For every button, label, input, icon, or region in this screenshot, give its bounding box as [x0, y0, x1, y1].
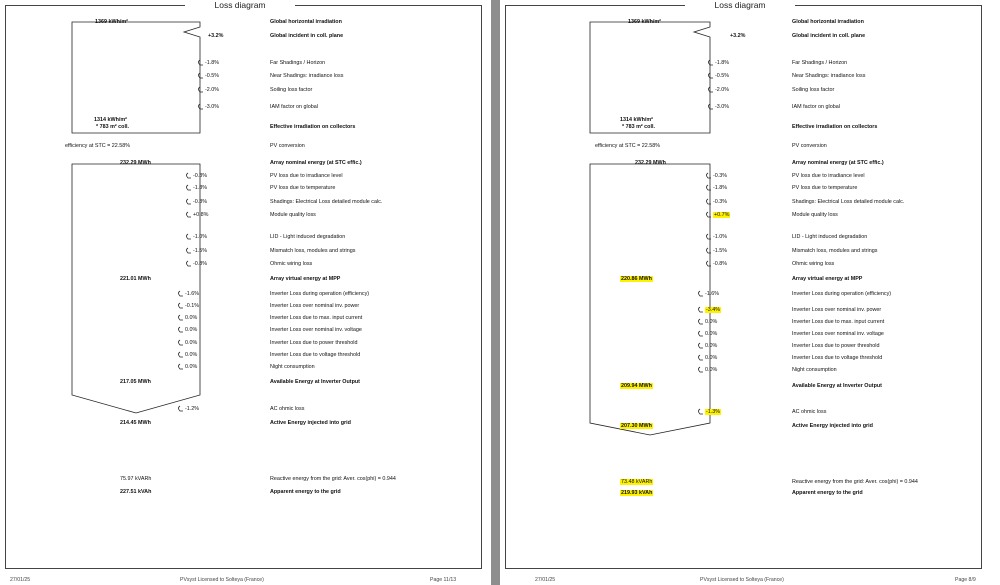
inverter-loss-value: -1.6%: [185, 291, 200, 297]
opt-loss-value: -0.5%: [205, 73, 220, 79]
label-irr-level: PV loss due to irradiance level: [792, 173, 865, 179]
label-ohmic: Ohmic wiring loss: [270, 261, 313, 267]
label-effective: Effective irradiation on collectors: [270, 124, 356, 130]
label-apparent: Apparent energy to the grid: [270, 489, 341, 495]
effective-irradiation-value: 1314 kWh/m²: [94, 117, 127, 123]
report-page-left: [0, 0, 491, 585]
array-loss-value: -1.0%: [193, 234, 208, 240]
label-inv-nom-power: Inverter Loss over nominal inv. power: [270, 303, 360, 309]
global-irradiation-value: 1369 kWh/m²: [628, 19, 661, 25]
label-far-shadings: Far Shadings / Horizon: [270, 60, 326, 66]
label-inv-nom-power: Inverter Loss over nominal inv. power: [792, 307, 882, 313]
footer-date: 27/01/25: [535, 577, 556, 583]
label-inv-nom-voltage: Inverter Loss over nominal inv. voltage: [792, 331, 884, 337]
apparent-energy-value: 227.51 kVAh: [120, 489, 152, 495]
label-inv-power-thr: Inverter Loss due to power threshold: [270, 340, 358, 346]
label-elec-shadings: Shadings: Electrical Loss detailed module calc.: [792, 199, 905, 205]
label-active-injected: Active Energy injected into grid: [270, 420, 351, 426]
highlighted-value: -1.3%: [706, 409, 721, 415]
inverter-loss-value: 0.0%: [705, 343, 718, 349]
label-near-shadings: Near Shadings: irradiance loss: [792, 73, 866, 79]
label-soiling: Soiling loss factor: [792, 87, 835, 93]
label-lid: LID - Light induced degradation: [792, 234, 868, 240]
label-inv-operation: Inverter Loss during operation (efficiency): [792, 291, 892, 297]
label-soiling: Soiling loss factor: [270, 87, 313, 93]
label-inv-nom-voltage: Inverter Loss over nominal inv. voltage: [270, 327, 362, 333]
page-separator: [491, 0, 500, 585]
highlighted-value: 220.86 MWh: [621, 276, 652, 282]
array-loss-value: +0.8%: [193, 212, 209, 218]
opt-loss-value: -3.0%: [715, 104, 730, 110]
collector-area: * 783 m² coll.: [622, 124, 655, 130]
label-ohmic: Ohmic wiring loss: [792, 261, 835, 267]
label-pv-conversion: PV conversion: [792, 143, 827, 149]
label-near-shadings: Near Shadings: irradiance loss: [270, 73, 344, 79]
loss-diagram-title: Loss diagram: [214, 0, 266, 10]
highlighted-value: 207.30 MWh: [621, 423, 652, 429]
label-elec-shadings: Shadings: Electrical Loss detailed module calc.: [270, 199, 383, 205]
label-iam: IAM factor on global: [792, 104, 840, 110]
footer-license: PVsyst Licensed to Solteya (France): [700, 577, 784, 583]
label-incident: Global incident in coll. plane: [270, 33, 344, 39]
reactive-energy-value: [620, 479, 653, 486]
inverter-loss-value: 0.0%: [185, 352, 198, 358]
array-loss-value: -1.0%: [713, 234, 728, 240]
label-inv-power-thr: Inverter Loss due to power threshold: [792, 343, 880, 349]
array-loss-value: -0.8%: [193, 261, 208, 267]
array-loss-value: -0.3%: [193, 173, 208, 179]
label-inv-voltage-thr: Inverter Loss due to voltage threshold: [792, 355, 883, 361]
label-module-quality: Module quality loss: [792, 212, 838, 218]
label-reactive: Reactive energy from the grid: Aver. cos(phi) = 0.944: [792, 479, 918, 485]
stc-efficiency: efficiency at STC = 22.58%: [65, 143, 131, 149]
inverter-loss-value: 0.0%: [705, 367, 718, 373]
opt-loss-value: -1.8%: [715, 60, 730, 66]
array-loss-value: -0.3%: [713, 199, 728, 205]
label-global: Global horizontal irradiation: [792, 19, 864, 25]
label-iam: IAM factor on global: [270, 104, 318, 110]
nominal-energy-value: 232.29 MWh: [120, 160, 151, 166]
label-module-quality: Module quality loss: [270, 212, 316, 218]
label-incident: Global incident in coll. plane: [792, 33, 866, 39]
array-loss-value: -1.8%: [193, 185, 208, 191]
global-irradiation-value: 1369 kWh/m²: [95, 19, 128, 25]
opt-loss-value: -2.0%: [205, 87, 220, 93]
label-inv-operation: Inverter Loss during operation (efficiency): [270, 291, 370, 297]
label-effective: Effective irradiation on collectors: [792, 124, 878, 130]
label-reactive: Reactive energy from the grid: Aver. cos(phi) = 0.944: [270, 476, 396, 482]
label-ac-ohmic: AC ohmic loss: [792, 409, 827, 415]
nominal-energy-value: 232.29 MWh: [635, 160, 666, 166]
array-loss-value: -1.5%: [193, 248, 208, 254]
inverter-loss-value: -1.6%: [705, 291, 720, 297]
label-inv-voltage-thr: Inverter Loss due to voltage threshold: [270, 352, 361, 358]
opt-loss-value: -2.0%: [715, 87, 730, 93]
footer-date: 27/01/25: [10, 577, 31, 583]
loss-diagram-title: Loss diagram: [714, 0, 766, 10]
inverter-loss-value: 0.0%: [185, 340, 198, 346]
label-temperature: PV loss due to temperature: [792, 185, 858, 191]
label-lid: LID - Light induced degradation: [270, 234, 346, 240]
footer-page-number: Page 11/13: [430, 577, 457, 583]
opt-loss-value: -1.8%: [205, 60, 220, 66]
opt-loss-value: -3.0%: [205, 104, 220, 110]
label-night: Night consumption: [270, 364, 315, 370]
apparent-energy-value: [620, 490, 653, 497]
ac-loss-value: -1.2%: [185, 406, 200, 412]
label-apparent: Apparent energy to the grid: [792, 490, 863, 496]
available-energy-value: 217.05 MWh: [120, 379, 151, 385]
injected-energy-value: 214.45 MWh: [120, 420, 151, 426]
inverter-loss-value: 0.0%: [185, 327, 198, 333]
highlighted-value: -3.4%: [706, 307, 721, 313]
loss-arrow-diagram: [500, 0, 991, 585]
virtual-energy-value: [620, 276, 653, 283]
label-irr-level: PV loss due to irradiance level: [270, 173, 343, 179]
incident-gain-value: +3.2%: [730, 33, 746, 39]
footer-license: PVsyst Licensed to Solteya (France): [180, 577, 264, 583]
highlighted-value: +0.7%: [714, 212, 730, 218]
inverter-loss-value: [705, 307, 721, 314]
label-available: Available Energy at Inverter Output: [792, 383, 882, 389]
loss-arrow-diagram: [0, 0, 491, 585]
inverter-loss-value: -0.1%: [185, 303, 200, 309]
collector-area: * 783 m² coll.: [96, 124, 129, 130]
label-virtual-mpp: Array virtual energy at MPP: [792, 276, 863, 282]
inverter-loss-value: 0.0%: [185, 315, 198, 321]
array-loss-value: -1.8%: [713, 185, 728, 191]
label-available: Available Energy at Inverter Output: [270, 379, 360, 385]
label-far-shadings: Far Shadings / Horizon: [792, 60, 848, 66]
label-inv-max-current: Inverter Loss due to max. input current: [270, 315, 363, 321]
label-night: Night consumption: [792, 367, 837, 373]
inverter-loss-value: 0.0%: [705, 355, 718, 361]
reactive-energy-value: 75.97 kVARh: [120, 476, 152, 482]
opt-loss-value: -0.5%: [715, 73, 730, 79]
ac-loss-value: [705, 409, 721, 416]
effective-irradiation-value: 1314 kWh/m²: [620, 117, 653, 123]
highlighted-value: 219.93 kVAh: [621, 490, 653, 496]
array-loss-value: -0.3%: [193, 199, 208, 205]
label-pv-conversion: PV conversion: [270, 143, 305, 149]
report-page-right: [500, 0, 991, 585]
label-mismatch: Mismatch loss, modules and strings: [792, 248, 878, 254]
virtual-energy-value: 221.01 MWh: [120, 276, 151, 282]
footer-page-number: Page 8/9: [955, 577, 976, 583]
label-array-nominal: Array nominal energy (at STC effic.): [270, 160, 362, 166]
label-active-injected: Active Energy injected into grid: [792, 423, 873, 429]
highlighted-value: 73.48 kVARh: [621, 479, 653, 485]
inverter-loss-value: 0.0%: [705, 319, 718, 325]
inverter-loss-value: 0.0%: [705, 331, 718, 337]
stc-efficiency: efficiency at STC = 22.58%: [595, 143, 661, 149]
available-energy-value: [620, 383, 653, 390]
label-ac-ohmic: AC ohmic loss: [270, 406, 305, 412]
inverter-loss-value: 0.0%: [185, 364, 198, 370]
label-global: Global horizontal irradiation: [270, 19, 342, 25]
array-loss-value: -1.5%: [713, 248, 728, 254]
array-loss-value: -0.8%: [713, 261, 728, 267]
label-temperature: PV loss due to temperature: [270, 185, 336, 191]
label-array-nominal: Array nominal energy (at STC effic.): [792, 160, 884, 166]
highlighted-value: 209.94 MWh: [621, 383, 652, 389]
injected-energy-value: [620, 423, 653, 430]
array-loss-value: [713, 212, 730, 219]
label-mismatch: Mismatch loss, modules and strings: [270, 248, 356, 254]
label-virtual-mpp: Array virtual energy at MPP: [270, 276, 341, 282]
incident-gain-value: +3.2%: [208, 33, 224, 39]
label-inv-max-current: Inverter Loss due to max. input current: [792, 319, 885, 325]
array-loss-value: -0.3%: [713, 173, 728, 179]
